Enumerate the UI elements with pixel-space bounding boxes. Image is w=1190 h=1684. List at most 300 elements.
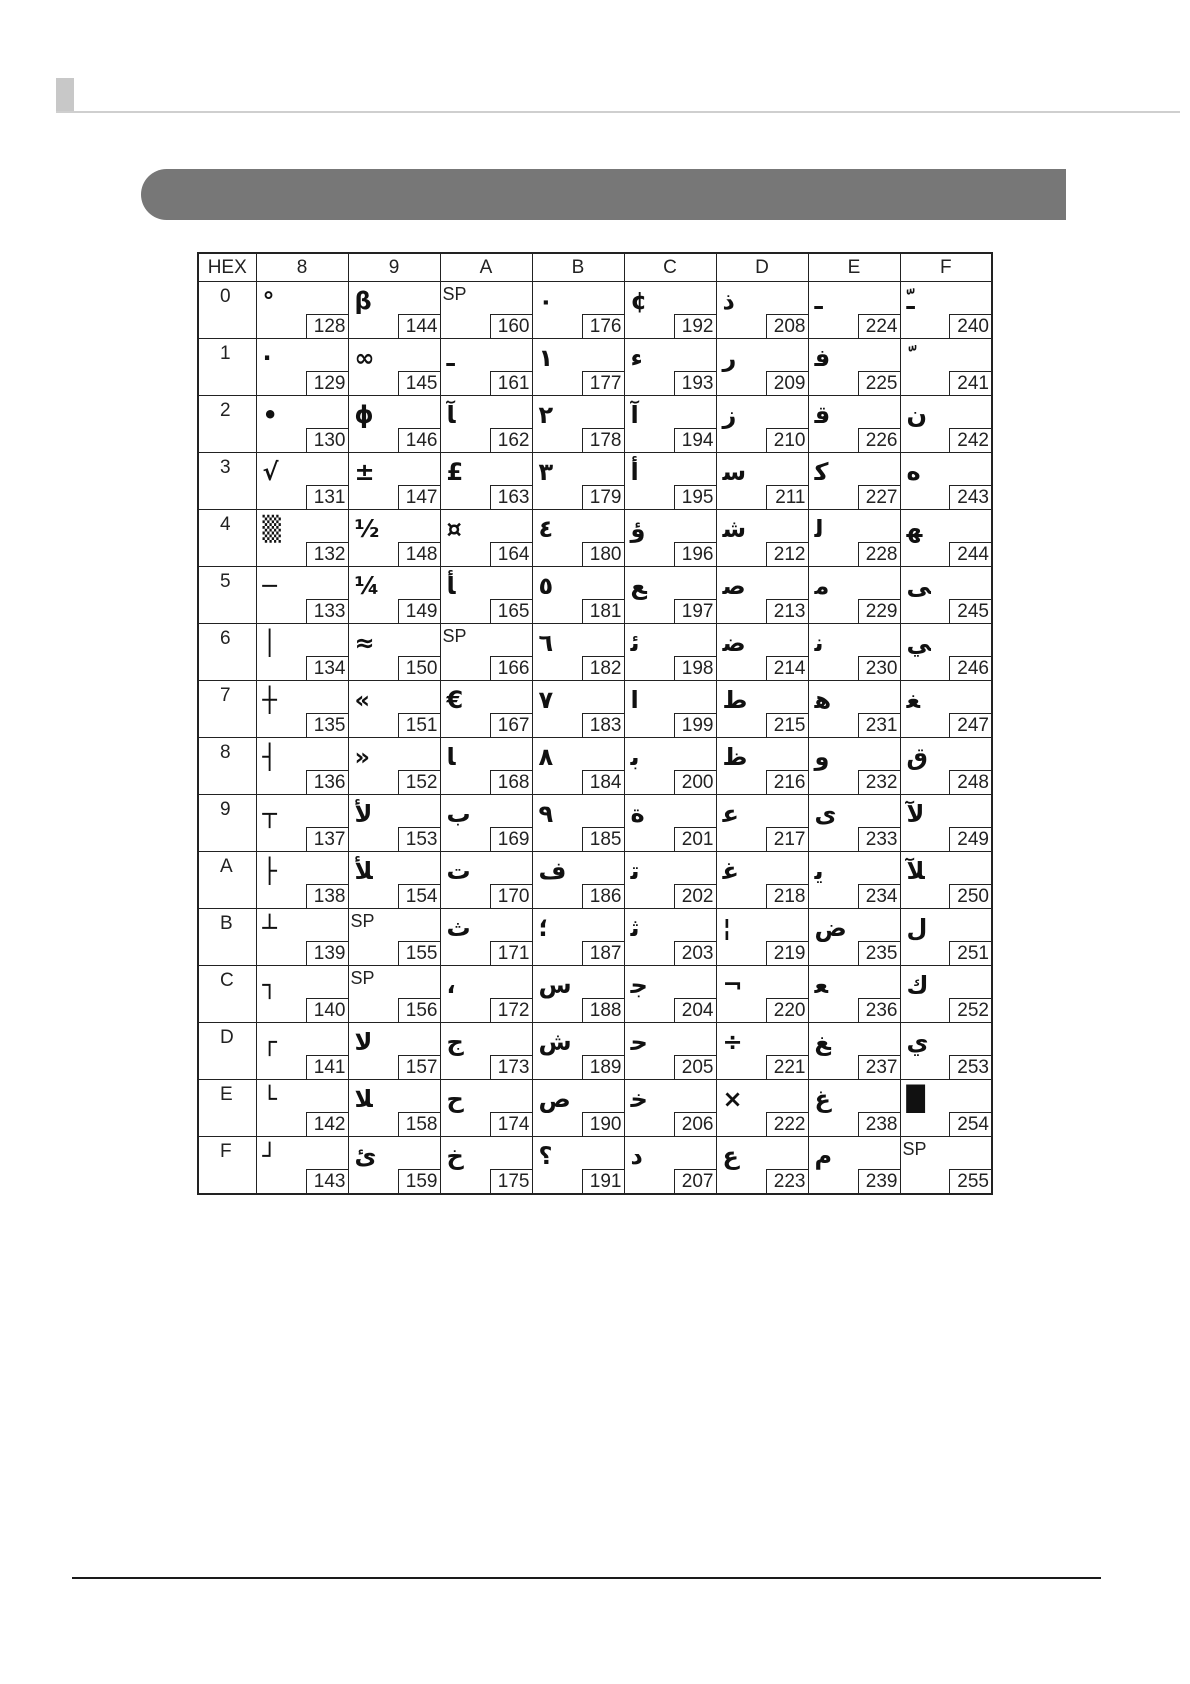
char-glyph: « — [354, 686, 371, 714]
row-header-label: 1 — [220, 343, 231, 364]
char-cell — [532, 909, 624, 966]
char-cell — [256, 453, 348, 510]
char-glyph: ا — [630, 686, 639, 714]
char-cell — [256, 624, 348, 681]
row-header-7 — [198, 681, 256, 738]
char-code: 158 — [398, 1112, 440, 1136]
char-glyph: ϕ — [354, 401, 374, 429]
char-cell — [900, 282, 992, 339]
char-glyph: ق — [906, 743, 928, 771]
char-glyph: ٠ — [538, 287, 554, 315]
char-cell — [808, 396, 900, 453]
char-cell — [348, 1137, 440, 1194]
row-header-E — [198, 1080, 256, 1137]
char-cell — [256, 909, 348, 966]
char-glyph: · — [262, 344, 272, 372]
char-cell — [348, 681, 440, 738]
char-code: 211 — [766, 485, 808, 509]
char-cell — [440, 681, 532, 738]
char-cell — [532, 396, 624, 453]
char-glyph: ﺥ — [446, 1142, 464, 1170]
char-code: 210 — [766, 428, 808, 452]
char-code: 240 — [949, 314, 991, 338]
char-cell — [440, 909, 532, 966]
char-code: 160 — [490, 314, 532, 338]
char-glyph: ﹽ — [906, 287, 915, 315]
char-code: 183 — [582, 713, 624, 737]
char-cell — [624, 282, 716, 339]
column-header-A: A — [440, 253, 532, 282]
char-glyph: ﻑ — [538, 857, 567, 885]
char-cell — [440, 1023, 532, 1080]
char-cell — [440, 510, 532, 567]
char-cell — [624, 966, 716, 1023]
char-glyph: ﺏ — [446, 800, 471, 828]
table-row — [198, 396, 992, 453]
char-glyph: ٨ — [538, 743, 554, 771]
char-code: 179 — [582, 485, 624, 509]
char-code: 250 — [949, 884, 991, 908]
char-glyph: ﺹ — [538, 1085, 571, 1113]
char-glyph: █ — [906, 1085, 925, 1113]
char-glyph: ﺧ — [630, 1085, 648, 1113]
char-code: 131 — [306, 485, 348, 509]
char-cell — [716, 795, 808, 852]
char-cell — [348, 567, 440, 624]
char-cell — [440, 966, 532, 1023]
char-glyph: ذ — [722, 287, 735, 315]
row-header-label: 8 — [220, 742, 231, 763]
char-cell — [440, 852, 532, 909]
table-body — [198, 282, 992, 1194]
char-cell — [808, 909, 900, 966]
char-glyph: ن — [906, 401, 927, 429]
char-cell — [532, 339, 624, 396]
char-glyph: ٥ — [538, 572, 554, 600]
char-cell — [348, 624, 440, 681]
char-glyph: ─ — [262, 572, 277, 600]
char-glyph: ه — [906, 458, 921, 486]
char-code: 190 — [582, 1112, 624, 1136]
row-header-2 — [198, 396, 256, 453]
char-glyph: ┬ — [262, 800, 277, 828]
char-code: 153 — [398, 827, 440, 851]
char-glyph: │ — [262, 629, 277, 657]
char-cell — [348, 852, 440, 909]
char-code: 204 — [674, 998, 716, 1022]
char-glyph: أ — [630, 458, 639, 486]
char-glyph: ÷ — [722, 1028, 743, 1056]
char-cell — [348, 738, 440, 795]
char-code: 196 — [674, 542, 716, 566]
char-code: 216 — [766, 770, 808, 794]
char-cell — [624, 453, 716, 510]
table-row — [198, 738, 992, 795]
char-cell — [900, 1137, 992, 1194]
char-glyph: β — [354, 287, 372, 315]
char-code: 200 — [674, 770, 716, 794]
row-header-label: 0 — [220, 286, 231, 307]
row-header-6 — [198, 624, 256, 681]
char-cell — [256, 510, 348, 567]
char-code: 205 — [674, 1055, 716, 1079]
char-cell — [624, 1023, 716, 1080]
char-glyph: ﻵ — [906, 800, 925, 828]
char-cell — [440, 567, 532, 624]
char-cell — [900, 738, 992, 795]
char-cell — [716, 909, 808, 966]
char-glyph: ﻌ — [814, 971, 829, 999]
char-cell — [532, 795, 624, 852]
char-glyph: × — [722, 1085, 743, 1113]
char-code: 138 — [306, 884, 348, 908]
column-header-F: F — [900, 253, 992, 282]
table-row — [198, 453, 992, 510]
char-code: 184 — [582, 770, 624, 794]
char-code: 235 — [858, 941, 900, 965]
char-glyph: ﻐ — [906, 686, 921, 714]
char-glyph: SP — [350, 911, 375, 931]
char-glyph: ﺕ — [446, 857, 471, 885]
char-cell — [256, 396, 348, 453]
char-cell — [624, 738, 716, 795]
char-glyph: ﻎ — [814, 1028, 831, 1056]
table-row — [198, 852, 992, 909]
char-code: 185 — [582, 827, 624, 851]
char-glyph: ع — [722, 1142, 739, 1170]
char-code: 242 — [949, 428, 991, 452]
char-cell — [716, 339, 808, 396]
char-glyph: ┘ — [262, 1142, 277, 1170]
char-glyph: ﺻ — [722, 572, 746, 600]
footer-rule — [72, 1577, 1101, 1579]
char-code: 188 — [582, 998, 624, 1022]
char-code: 163 — [490, 485, 532, 509]
char-cell — [256, 1080, 348, 1137]
row-header-0 — [198, 282, 256, 339]
char-glyph: ﺂ — [446, 401, 456, 429]
char-glyph: ¤ — [446, 515, 462, 543]
char-code: 237 — [858, 1055, 900, 1079]
char-code: 173 — [490, 1055, 532, 1079]
char-glyph: ┌ — [262, 1028, 277, 1056]
char-code: 213 — [766, 599, 808, 623]
row-header-D — [198, 1023, 256, 1080]
char-cell — [624, 681, 716, 738]
char-code: 238 — [858, 1112, 900, 1136]
char-code: 140 — [306, 998, 348, 1022]
char-cell — [256, 681, 348, 738]
char-cell — [808, 966, 900, 1023]
table-row — [198, 1080, 992, 1137]
char-glyph: ﻰ — [906, 572, 931, 600]
char-cell — [716, 453, 808, 510]
char-glyph: ظ — [722, 743, 748, 771]
char-cell — [808, 567, 900, 624]
char-code: 187 — [582, 941, 624, 965]
char-code: 191 — [582, 1169, 624, 1193]
page-marker — [56, 78, 74, 112]
char-code: 227 — [858, 485, 900, 509]
char-glyph: ┤ — [262, 743, 277, 771]
row-header-label: 7 — [220, 685, 231, 706]
char-cell — [532, 510, 624, 567]
char-glyph: ﺗ — [630, 857, 640, 885]
char-glyph: ى — [814, 800, 837, 828]
char-cell — [256, 795, 348, 852]
char-code: 193 — [674, 371, 716, 395]
char-code: 170 — [490, 884, 532, 908]
row-header-A — [198, 852, 256, 909]
char-cell — [440, 453, 532, 510]
column-header-B: B — [532, 253, 624, 282]
char-code: 175 — [490, 1169, 532, 1193]
header-rule — [56, 111, 1180, 113]
char-code: 198 — [674, 656, 716, 680]
char-code: 209 — [766, 371, 808, 395]
char-glyph: ١ — [538, 344, 554, 372]
table-row — [198, 624, 992, 681]
char-cell — [624, 567, 716, 624]
char-glyph: ﻲ — [906, 629, 931, 657]
char-glyph: ﻛ — [814, 458, 829, 486]
char-cell — [348, 795, 440, 852]
char-glyph: £ — [446, 458, 464, 486]
section-title-bar — [141, 169, 1066, 220]
char-cell — [440, 795, 532, 852]
char-code: 254 — [949, 1112, 991, 1136]
char-cell — [256, 567, 348, 624]
corner-label: HEX — [198, 253, 256, 282]
char-glyph: ≈ — [354, 629, 375, 657]
char-code: 199 — [674, 713, 716, 737]
char-cell — [256, 282, 348, 339]
char-code: 166 — [490, 656, 532, 680]
char-code: 132 — [306, 542, 348, 566]
char-glyph: SP — [442, 284, 467, 304]
char-cell — [900, 339, 992, 396]
row-header-label: F — [220, 1141, 232, 1162]
char-cell — [716, 681, 808, 738]
char-code: 142 — [306, 1112, 348, 1136]
row-header-label: 2 — [220, 400, 231, 421]
char-glyph: ┐ — [262, 971, 277, 999]
char-cell — [440, 624, 532, 681]
char-code: 145 — [398, 371, 440, 395]
char-code: 248 — [949, 770, 991, 794]
char-code: 212 — [766, 542, 808, 566]
char-code: 141 — [306, 1055, 348, 1079]
char-cell — [808, 624, 900, 681]
char-cell — [532, 567, 624, 624]
char-glyph: ﻼ — [354, 1085, 373, 1113]
char-cell — [624, 852, 716, 909]
char-cell — [532, 453, 624, 510]
char-code: 150 — [398, 656, 440, 680]
table-row — [198, 282, 992, 339]
char-code: 152 — [398, 770, 440, 794]
char-cell — [716, 282, 808, 339]
char-code: 134 — [306, 656, 348, 680]
row-header-label: B — [220, 913, 233, 934]
char-code: 202 — [674, 884, 716, 908]
char-code: 180 — [582, 542, 624, 566]
char-glyph: ┴ — [262, 914, 277, 942]
char-code: 231 — [858, 713, 900, 737]
char-cell — [900, 966, 992, 1023]
char-glyph: ﻏ — [722, 857, 739, 885]
char-cell — [440, 738, 532, 795]
header-row — [198, 253, 992, 282]
row-header-label: E — [220, 1084, 233, 1105]
char-glyph: ؤ — [630, 515, 646, 543]
char-code: 168 — [490, 770, 532, 794]
char-glyph: ٤ — [538, 515, 554, 543]
char-cell — [900, 1023, 992, 1080]
char-cell — [624, 1080, 716, 1137]
char-glyph: ٩ — [538, 800, 554, 828]
char-glyph: ﻶ — [906, 857, 925, 885]
char-cell — [624, 510, 716, 567]
char-code: 214 — [766, 656, 808, 680]
char-glyph: ر — [722, 344, 737, 372]
char-glyph: ﺡ — [446, 1085, 464, 1113]
char-code: 169 — [490, 827, 532, 851]
char-glyph: ﻊ — [630, 572, 647, 600]
char-cell — [624, 909, 716, 966]
char-code: 255 — [949, 1169, 991, 1193]
column-header-D: D — [716, 253, 808, 282]
row-header-8 — [198, 738, 256, 795]
char-glyph: ± — [354, 458, 375, 486]
char-glyph: SP — [350, 968, 375, 988]
char-glyph: ﺽ — [814, 914, 847, 942]
char-code: 155 — [398, 941, 440, 965]
char-glyph: ٧ — [538, 686, 554, 714]
char-code: 224 — [858, 314, 900, 338]
char-code: 182 — [582, 656, 624, 680]
char-cell — [256, 966, 348, 1023]
char-code: 149 — [398, 599, 440, 623]
char-code: 233 — [858, 827, 900, 851]
char-code: 162 — [490, 428, 532, 452]
char-code: 207 — [674, 1169, 716, 1193]
table-row — [198, 510, 992, 567]
char-code: 148 — [398, 542, 440, 566]
char-cell — [256, 852, 348, 909]
char-code: 219 — [766, 941, 808, 965]
char-glyph: ¦ — [722, 914, 732, 942]
char-cell — [624, 1137, 716, 1194]
char-cell — [532, 852, 624, 909]
char-glyph: • — [262, 401, 278, 429]
char-code: 223 — [766, 1169, 808, 1193]
char-code: 232 — [858, 770, 900, 794]
char-cell — [808, 852, 900, 909]
char-glyph: ز — [722, 401, 737, 429]
char-glyph: SP — [442, 626, 467, 646]
char-glyph: ؟ — [538, 1142, 553, 1170]
char-glyph: ﺳ — [722, 458, 747, 486]
char-code: 177 — [582, 371, 624, 395]
char-code: 143 — [306, 1169, 348, 1193]
char-glyph: ﺣ — [630, 1028, 648, 1056]
char-glyph: ¬ — [722, 971, 743, 999]
char-cell — [808, 282, 900, 339]
row-header-3 — [198, 453, 256, 510]
char-code: 157 — [398, 1055, 440, 1079]
char-cell — [716, 1080, 808, 1137]
char-cell — [532, 1137, 624, 1194]
char-code: 236 — [858, 998, 900, 1022]
char-code: 136 — [306, 770, 348, 794]
char-glyph: ﺙ — [446, 914, 471, 942]
char-glyph: ┼ — [262, 686, 277, 714]
char-glyph: ﺝ — [446, 1028, 464, 1056]
char-code: 221 — [766, 1055, 808, 1079]
char-code: 189 — [582, 1055, 624, 1079]
char-cell — [440, 1080, 532, 1137]
char-cell — [256, 1023, 348, 1080]
char-cell — [256, 339, 348, 396]
char-glyph: ء — [630, 344, 643, 372]
char-cell — [900, 1080, 992, 1137]
char-cell — [256, 738, 348, 795]
char-code: 159 — [398, 1169, 440, 1193]
char-glyph — [907, 340, 947, 376]
char-glyph: ▒ — [262, 515, 281, 543]
char-code: 206 — [674, 1112, 716, 1136]
char-cell — [808, 1023, 900, 1080]
char-glyph: ﻳ — [814, 857, 824, 885]
char-cell — [348, 909, 440, 966]
char-glyph: ، — [446, 971, 456, 999]
row-header-B — [198, 909, 256, 966]
char-cell — [440, 339, 532, 396]
char-code: 225 — [858, 371, 900, 395]
char-code: 151 — [398, 713, 440, 737]
char-code: 156 — [398, 998, 440, 1022]
char-cell — [716, 510, 808, 567]
char-glyph: ﺛ — [630, 914, 640, 942]
char-code: 186 — [582, 884, 624, 908]
char-cell — [716, 624, 808, 681]
char-glyph: ﻣ — [814, 572, 830, 600]
char-code: 201 — [674, 827, 716, 851]
char-glyph: ي — [906, 1028, 929, 1056]
char-code: 217 — [766, 827, 808, 851]
row-header-4 — [198, 510, 256, 567]
column-header-9: 9 — [348, 253, 440, 282]
char-code: 171 — [490, 941, 532, 965]
char-cell — [348, 966, 440, 1023]
char-glyph: د — [630, 1142, 643, 1170]
char-glyph: ¼ — [354, 572, 380, 600]
char-code: 161 — [490, 371, 532, 395]
char-code: 176 — [582, 314, 624, 338]
char-code: 226 — [858, 428, 900, 452]
row-header-label: C — [220, 970, 234, 991]
char-glyph: ﻻ — [354, 1028, 373, 1056]
char-glyph: غ — [814, 1085, 831, 1113]
char-cell — [624, 624, 716, 681]
char-cell — [532, 1080, 624, 1137]
char-cell — [900, 852, 992, 909]
char-cell — [532, 282, 624, 339]
char-glyph: ∞ — [354, 344, 375, 372]
char-cell — [440, 1137, 532, 1194]
char-cell — [900, 681, 992, 738]
